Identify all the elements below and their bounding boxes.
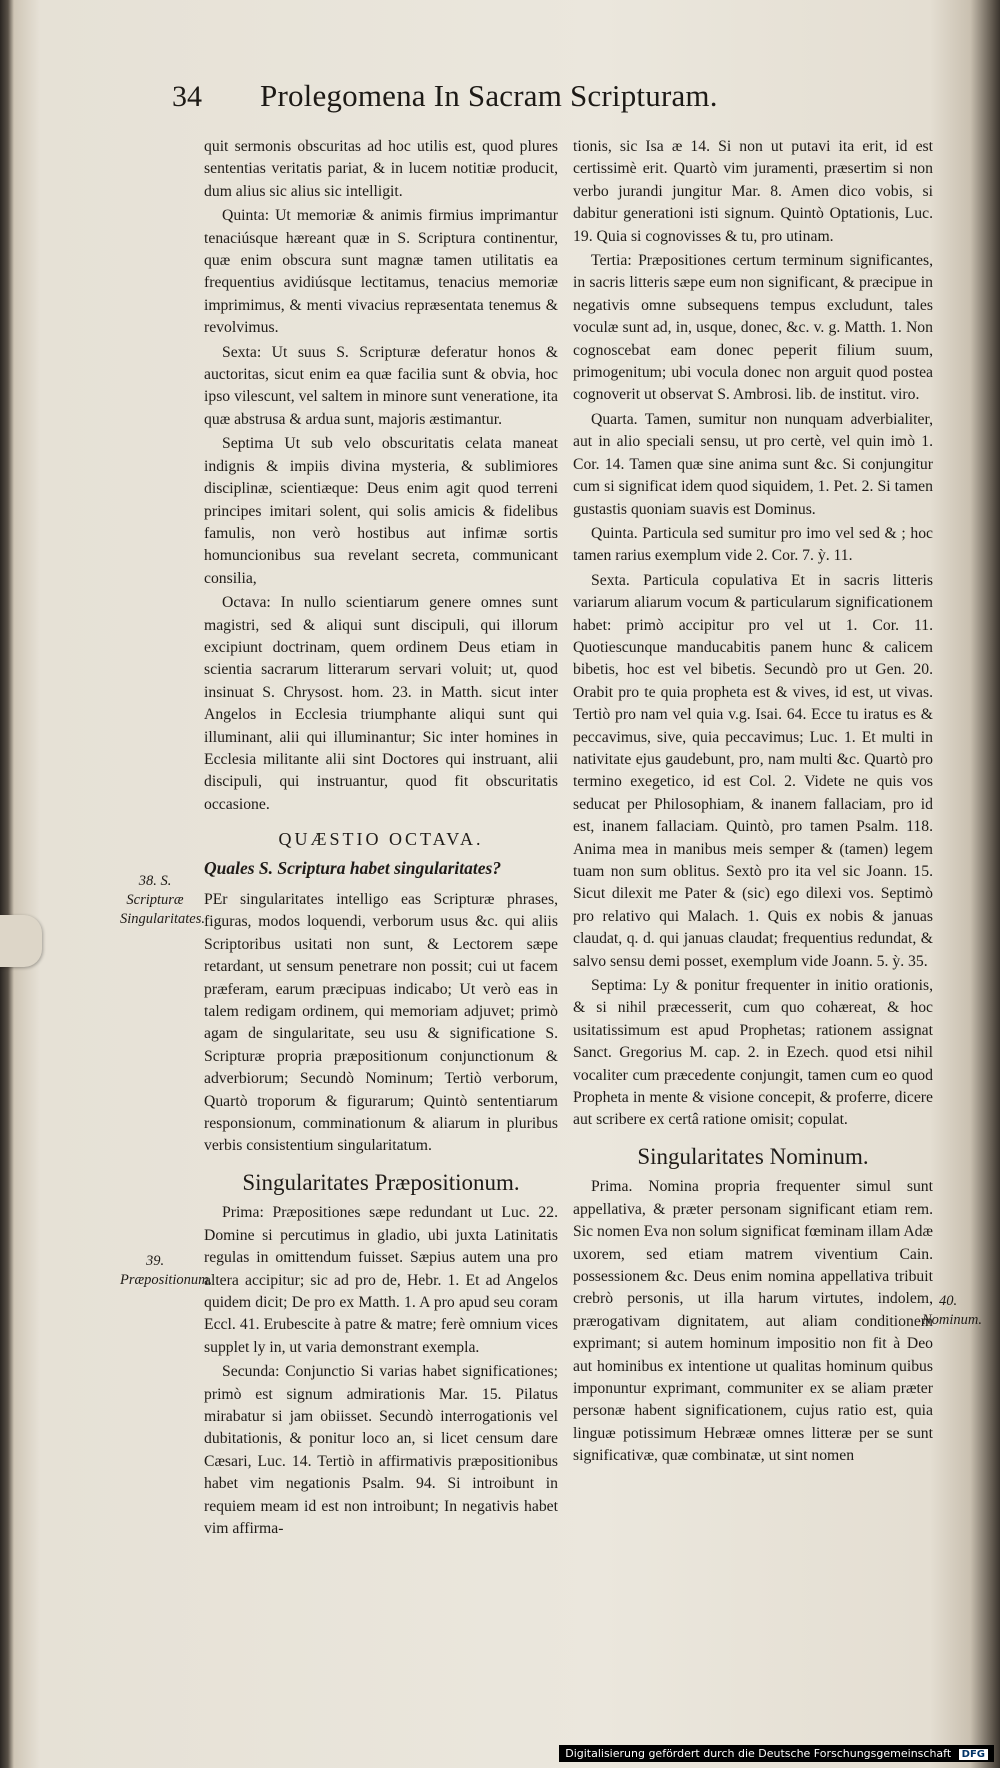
paragraph: Octava: In nullo scientiarum genere omnes sunt magistri, sed & aliqui sunt discipuli, qui illorum excipiunt doctrinam, quem ordinem Deus etiam in scientia sacrarum litterarum servari voluit; ut, quod insinuat S. Chrysost. hom. 23. in Matth. sicut inter Angelos in Ecclesia triumphante aliqui sunt qui illuminant, alii qui illuminantur; Sic inter homines in Ecclesia militante alii sint Doctores qui instruant, alii discipuli, qui instruantur, quod fit obscuritatis occasione.	[204, 594, 558, 813]
section-heading: Singularitates Præpositionum.	[242, 1169, 520, 1195]
paragraph: Septima Ut sub velo obscuritatis celata maneat indignis & impiis divina mysteria, & sublimiores disciplinæ, scientiæque: Deus enim agit quod terreni principes imitari solent, qui solis amicis & fidelibus famulis, non verò hostibus aut infimæ sortis homuncionibus sua revelant secreta, communicant consilia,	[204, 435, 558, 587]
page-number: 34	[172, 80, 202, 113]
running-header	[172, 72, 872, 132]
left-column	[204, 136, 558, 1542]
paragraph: tionis, sic Isa æ 14. Si non ut putavi ita erit, id est certissimè erit. Quartò vim juramenti, præsertim si non verbo jurandi jungitur Mar. 8. Amen dico vobis, si dabitur generationi isti signum. Quintò Optationis, Luc. 19. Quia si cognovisses & tu, pro utinam.	[573, 138, 933, 245]
paragraph: Prima. Nomina propria frequenter simul sunt appellativa, & præter personam significant etiam rem. Sic nomen Eva non solum significat fœminam illam Adæ uxorem, sed etiam matrem viventium Cain. possessionem &c. Deus enim nomina appellativa tribuit crebrò personis, ut illa harum virtutes, indolem, prærogativam dignitatem, aut aliam conditionem exprimant; si autem hominum impositio non fit à Deo aut hominibus ex intentione ut qualitas hominum quibus imponuntur exprimant, communiter ex se aliam præter personæ habent significationem, cujus ratio est, quia linguæ potissimum Hebrææ omnes litteræ per se sunt significativæ, quæ combinatæ, ut sint nomen	[573, 1178, 933, 1465]
paragraph: PEr singularitates intelligo eas Scripturæ phrases, figuras, modos loquendi, verborum usus &c. qui aliis Scriptoribus usitati non sunt, & Lectorem sæpe retardant, ut sensum penetrare non possit; cui ut facem præferam, earum præcipuas indicabo; Ut verò eas in talem redigam ordinem, qui memoriam adjuvet; primò agam de singularitate, seu usu & significatione S. Scripturæ propria præpositionum conjunctionum & adverbiorum; Secundò Nominum; Tertiò verborum, Quartò troporum & figurarum; Quintò sententiarum responsionum, comminationum & aliarum in pluribus verbis consistentium singularitatum.	[204, 891, 558, 1155]
paragraph: Quarta. Tamen, sumitur non nunquam adverbialiter, aut in alio speciali sensu, ut pro certè, vel quin imò 1. Cor. 14. Tamen quæ sine anima sunt &c. Si conjungitur cum si significat idem quod siquidem, 1. Pet. 2. Si tamen gustastis quoniam suavis est Dominus.	[573, 410, 933, 518]
paragraph: quit sermonis obscuritas ad hoc utilis est, quod plures sententias veritatis pariat, & in lucem notitiæ producit, dum alius sic alius sic intelligit.	[204, 138, 558, 200]
paragraph: Quinta. Particula sed sumitur pro imo vel sed & ; hoc tamen rarius exemplum vide 2. Cor. 7. ỳ. 11.	[573, 524, 933, 565]
paragraph: Secunda: Conjunctio Si varias habet significationes; primò est signum admirationis Mar. 15. Pilatus mirabatur si jam obiisset. Secundò interrogationis vel dubitationis, & ponitur loco an, si licet censum dare Cæsari, Luc. 14. Tertiò in affirmativis præpositionibus habet vim negationis Psalm. 94. Si introibunt in requiem meam id est non introibunt; In negativis habet vim affirma-	[204, 1363, 558, 1537]
margin-note-39: 39. Præpositionum.	[120, 1253, 213, 1288]
paragraph: Sexta. Particula copulativa Et in sacris litteris variarum aliarum vocum & particularum significationem habet: primò accipitur pro vel ut 1. Cor. 11. Quotiescunque manducabitis panem hunc & calicem bibetis, hoc est vel bibetis. Secundò pro ut Gen. 20. Orabit pro te quia propheta est & vives, id est, ut vivas. Tertiò pro nam vel quia v.g. Isai. 64. Ecce tu iratus es & peccavimus, sive, quia peccavimus; Luc. 1. Et multi in nativitate ejus gaudebunt, pro, nam multi &c. Quartò pro termino exegetico, id est Col. 2. Videte ne quis vos seducat per Philosophiam, & inanem fallaciam, pro id est, inanem fallaciam. Quintò, pro tamen Psalm. 118. Anima mea in manibus meis semper & (tamen) legem tuam non sum oblitus. Sextò pro ita vel sic Joann. 15. Sicut dilexit me Pater & (sic) ego dilexi vos. Septimò pro relativo qui Malach. 1. Quis ex nobis & januas claudat, q. d. qui januas claudat; frequentius redundat, & salvo sensu demi posset, exemplum vide Joann. 5. ỳ. 35.	[573, 571, 933, 970]
credit-text: Digitalisierung gefördert durch die Deutsche Forschungsgemeinschaft	[565, 1747, 952, 1760]
book-page	[22, 20, 983, 1720]
right-column	[573, 136, 933, 1470]
margin-note-40: 40. Nominum.	[922, 1293, 983, 1328]
section-heading: Singularitates Nominum.	[637, 1143, 869, 1169]
paragraph: Sexta: Ut suus S. Scripturæ deferatur honos & auctoritas, sicut enim ea quæ facilia sunt & obvia, hoc ipso vilescunt, vel saltem in minore sunt veneratione, ita quæ abstrusa & ardua sunt, majoris æstimantur.	[204, 343, 558, 428]
margin-note-38: 38. S. Scripturæ Singularitates.	[120, 873, 205, 927]
dfg-logo: DFG	[959, 1749, 988, 1760]
question-heading: QUÆSTIO OCTAVA.	[278, 829, 484, 850]
digitization-credit	[559, 1745, 994, 1762]
paragraph: Tertia: Præpositiones certum terminum significantes, in sacris litteris sæpe eum non significant, & præcipue in negativis omne subsequens tempus excludunt, tales voculæ sunt ad, in, usque, donec, &c. v. g. Matth. 1. Non cognoscebat eam donec peperit filium suum, primogenitum; ubi vocula donec non arguit quod postea cognoverit ut observat S. Ambrosi. lib. de institut. viro.	[573, 252, 933, 404]
paragraph: Septima: Ly & ponitur frequenter in initio orationis, & si nihil præcesserit, cum quo cohæreat, & hoc usitatissimum est apud Prophetas; rationem assignat Sanct. Gregorius M. cap. 2. in Ezech. quod etsi nihil vocaliter cum præcedente conjungit, tamen cum eo quod Propheta in mente & visione concepit, & proferre, dicere aut scribere ex certâ ratione omisit; copulat.	[573, 977, 933, 1129]
running-title: Prolegomena In Sacram Scripturam.	[260, 78, 718, 113]
paragraph: Quinta: Ut memoriæ & animis firmius imprimantur tenaciúsque hæreant quæ in S. Scriptura continentur, quæ enim obscura sunt magnæ tamen utilitatis ea frequentius avidiúsque lectitamus, tenacius memoriæ imprimimus, & menti vivacius repræsentata tenemus & revolvimus.	[204, 207, 558, 337]
paragraph: Prima: Præpositiones sæpe redundant ut Luc. 22. Domine si percutimus in gladio, ubi juxta Latinitatis regulas in omittendum fuisset. Sæpius autem una pro altera accipitur; sic ad pro de, Hebr. 1. Et ad Angelos quidem dicit; De pro ex Matth. 1. A pro apud seu coram Eccl. 41. Erubescite à patre & matre; ferè omnium vices supplet ly in, ut varia demonstrant exempla.	[204, 1204, 558, 1356]
question-subheading: Quales S. Scriptura habet singularitates?	[204, 857, 502, 878]
